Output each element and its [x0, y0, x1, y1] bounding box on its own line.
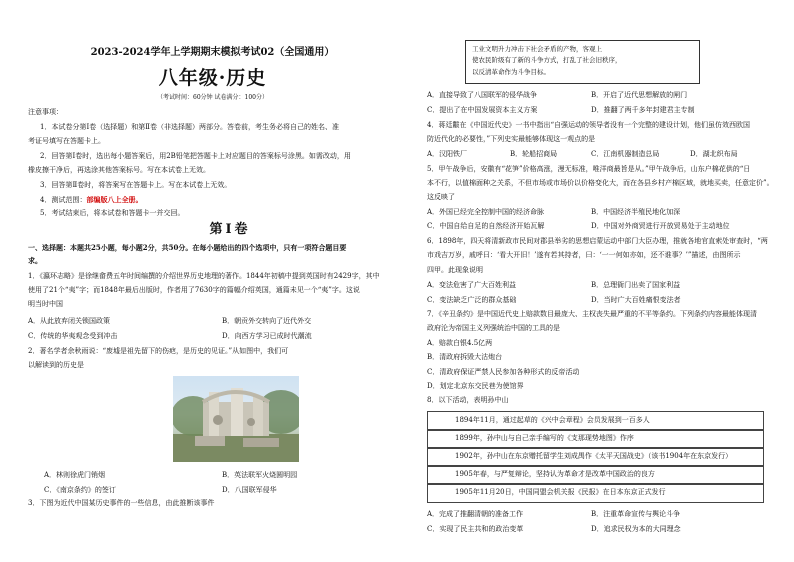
q6-stem: 市戏吉万岁，戚呼曰：‘看大开旧！’遂有若其持者，曰：‘一一何如亦如，还不谁事？’”描述，由图所示	[427, 251, 741, 259]
subject-title: 八年级·历史	[158, 67, 267, 89]
q7-option-c: C．清政府保证严禁人民参加各种形式的反帝活动	[427, 368, 580, 376]
q2-option-c: C．《南京条约》的签订	[44, 486, 116, 494]
q5-option-a: A．外国已经完全控制中国的经济命脉	[427, 208, 545, 216]
q3-info-line: 以反清革命作为斗争目标。	[472, 68, 550, 76]
q8-event-row	[427, 483, 764, 503]
q8-event-text: 1902年，孙中山在东京赠托留学生刘成禺作《太平天国战史》（该书1904年在东京发行）	[455, 452, 733, 460]
q5-option-b: B．中国经济半殖民地化加深	[591, 208, 681, 216]
exam-title: 2023-2024学年上学期期末模拟考试02（全国通用）	[90, 47, 335, 58]
q6-option-a: A．变法危害了广大百姓利益	[427, 281, 517, 289]
q8-option-d: D．追求民权为本的大同理念	[591, 525, 681, 533]
q5-stem: 这反映了	[427, 193, 455, 201]
q6-option-c: C．变法缺乏广泛的群众基础	[427, 296, 517, 304]
notice-item: 2．回答第Ⅰ卷时，选出每小题答案后，用2B铅笔把答题卡上对应题目的答案标号涂黑。如需改动，用	[40, 152, 351, 160]
q7-option-b: B．清政府拆毁大沽炮台	[427, 353, 503, 361]
q3-info-box	[465, 40, 700, 84]
q4-stem: 防近代化的必要性，”下列史实最能够体现这一观点的是	[427, 135, 596, 143]
q7-option-d: D．划定北京东交民巷为使馆界	[427, 382, 524, 390]
q5-option-c: C．中国自给自足的自然经济开始瓦解	[427, 222, 545, 230]
q1-option-b: B．朝贡外交转向了近代外交	[222, 317, 312, 325]
notice-item: 3．回答第Ⅱ卷时，将答案写在答题卡上。写在本试卷上无效。	[40, 181, 232, 189]
q8-stem: 8．以下活动，表明孙中山	[427, 396, 509, 404]
q1-option-d: D．向西方学习已成时代潮流	[222, 332, 312, 340]
q8-event-text: 1905年11月20日，中国同盟会机关报《民报》在日本东京正式发行	[455, 488, 666, 496]
q3-option-b: B．开启了近代思想解放的闸门	[591, 91, 688, 99]
q8-event-row	[427, 447, 764, 467]
q8-option-c: C．实现了民主共和的政治变革	[427, 525, 524, 533]
q5-option-d: D．中国对外商贸进行开放贸易处于主动地位	[591, 222, 730, 230]
q4-option-d: D．湖北织布局	[690, 150, 738, 158]
q7-stem: 7．《辛丑条约》是中国近代史上赔款数目最庞大、主权丧失最严重的不平等条约。下列条约内容最能体现清	[427, 310, 757, 318]
q8-option-b: B．注重革命宣传与舆论斗争	[591, 510, 681, 518]
q4-option-a: A．汉阳铁厂	[427, 150, 468, 158]
q8-event-text: 1899年，孙中山与自己亲手编写的《支那现势地图》作序	[455, 434, 634, 442]
q2-option-b: B．英法联军火烧圆明园	[222, 471, 298, 479]
section-intro: 一、选择题：本题共25小题，每小题2分，共50分。在每小题给出的四个选项中，只有一项符合题目要	[28, 243, 347, 252]
section-heading: 第Ⅰ卷	[209, 222, 251, 237]
q4-option-b: B．轮船招商局	[510, 150, 558, 158]
q8-event-text: 1894年11月，通过起草的《兴中会章程》会员发展到一百多人	[455, 416, 650, 424]
q7-option-a: A．赔款白银4.5亿两	[427, 339, 493, 347]
q1-option-c: C．传统的华夷观念受到冲击	[28, 332, 118, 340]
q8-event-text: 1905年春，与严复辩论，坚持认为革命才是改革中国政治的良方	[455, 470, 655, 478]
section-intro: 求。	[28, 256, 42, 265]
q6-stem: 四甲。此现象说明	[427, 266, 483, 274]
q2-option-d: D．八国联军侵华	[222, 486, 277, 494]
q6-option-d: D．当时广大百姓痛恨变法者	[591, 296, 681, 304]
q4-option-c: C．江南机器制造总局	[591, 150, 660, 158]
q3-option-d: D．推翻了两千多年封建君主专制	[591, 106, 695, 114]
notice-scope-label: 4．测试范围：	[40, 196, 87, 204]
notice-item: 1．本试卷分第Ⅰ卷（选择题）和第Ⅱ卷（非选择题）两部分。答卷前，考生务必将自己的姓名、准	[40, 123, 339, 131]
notice-item: 橡皮擦干净后，再选涂其他答案标号。写在本试卷上无效。	[28, 166, 210, 174]
q8-event-row	[427, 465, 764, 485]
q5-stem: 本不行，以值棉面种之关系，不但市场或市场价以价格变化大，而在各县乡村产棉区域，就地买卖，任意定价”。	[427, 179, 774, 187]
notice-scope-value: 部编版八上全册。	[86, 195, 143, 204]
q8-event-row	[427, 411, 764, 431]
q2-stem: 2．著名学者余秋雨说：“废墟是祖先留下的伤疤，是历史的见证。”从如图中，我们可	[28, 347, 289, 355]
notice-title: 注意事项：	[28, 108, 63, 116]
ruins-image	[173, 376, 299, 462]
q1-stem: 使用了21个“夷”字；而1848年最后出版时，作者用了7630字的篇幅介绍英国，通篇未见一个“夷”字。这说	[28, 286, 360, 294]
q2-stem: 以解读到的历史是	[28, 361, 84, 369]
q1-stem: 1．《瀛环志略》是徐继畲费五年时间编撰的介绍世界历史地理的著作。1844年初稿中提到英国时有2429字，其中	[28, 272, 380, 280]
q3-stem: 3．下图为近代中国某历史事件的一些信息，由此推断该事件	[28, 499, 215, 507]
q1-stem: 明当时中国	[28, 300, 63, 308]
q4-stem: 4．蒋廷黻在《中国近代史》一书中指出“自强运动的领导者没有一个完整的建设计划，他们虽仿效西欧国	[427, 121, 751, 129]
q8-event-row	[427, 429, 764, 449]
q2-option-a: A．林则徐虎门销烟	[44, 471, 106, 479]
q8-option-a: A．完成了推翻清朝的准备工作	[427, 510, 524, 518]
ruins-photo	[173, 376, 299, 462]
q3-info-line: 工业文明升力冲击下社会矛盾的产物，客观上	[472, 45, 602, 53]
notice-item: 考证号填写在答题卡上。	[28, 137, 105, 145]
q6-stem: 6．1898年，四天将清新政市民间对郡县举劣的思想启蒙运动中部门大臣办理，推就各地官直索处审查时，“两	[427, 237, 768, 245]
notice-item	[40, 195, 142, 205]
q5-stem: 5．甲午战争后，安徽有“花笋”价格高涨，漫无标准，唯洋商最旨是从。”甲午战争后，山东户棉花供的“日	[427, 165, 751, 173]
exam-meta: （考试时间：60分钟 试卷满分：100分）	[157, 94, 268, 101]
q6-option-b: B．总理衙门出卖了国家利益	[591, 281, 681, 289]
q3-option-a: A．直接导致了八国联军的侵华战争	[427, 91, 538, 99]
q1-option-a: A．从此放弃闭关锁国政策	[28, 317, 111, 325]
q3-option-c: C．提出了在中国发展资本主义方案	[427, 106, 538, 114]
q7-stem: 政府沦为帝国主义列强统治中国的工具的是	[427, 324, 560, 332]
notice-item: 5．考试结束后，将本试卷和答题卡一并交回。	[40, 209, 185, 217]
q3-info-line: 使农民阶级有了新的斗争方式，打乱了社会旧秩序，	[472, 56, 622, 64]
